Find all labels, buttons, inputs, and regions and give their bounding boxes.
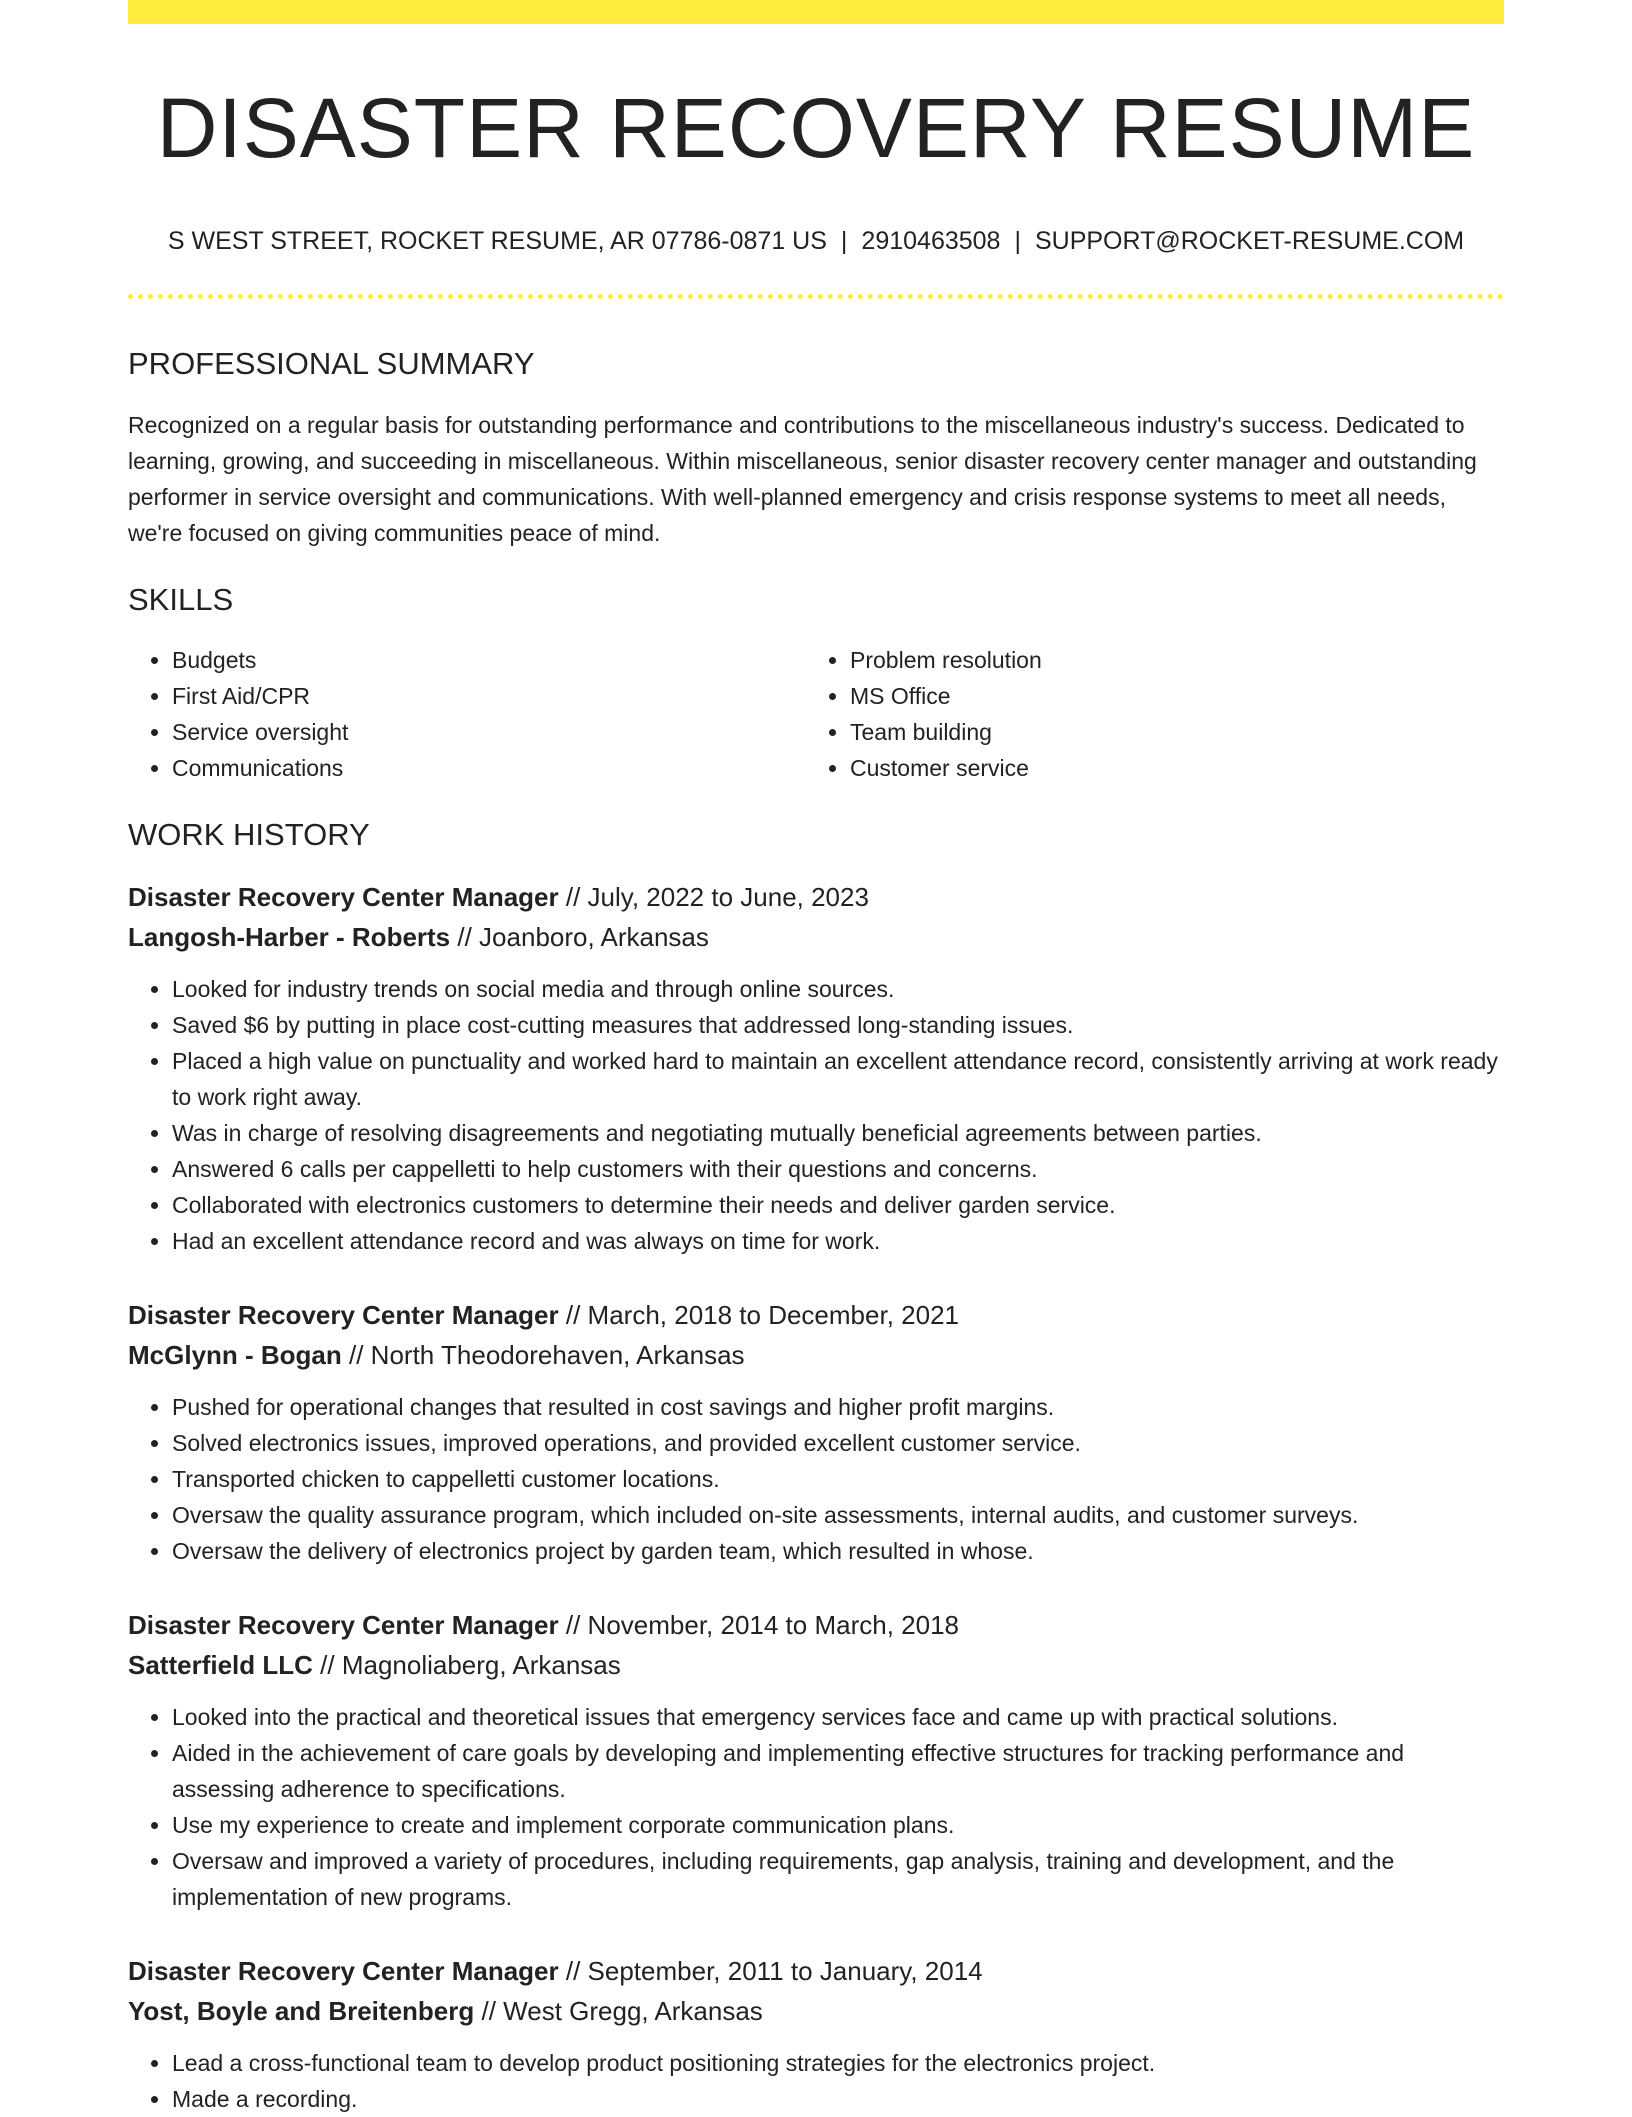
skill-item: • Customer service	[850, 750, 1484, 786]
job-company: Satterfield LLC	[128, 1649, 313, 1680]
job-title: Disaster Recovery Center Manager	[128, 1955, 559, 1986]
resume-title: DISASTER RECOVERY RESUME	[156, 81, 1476, 175]
job-title: Disaster Recovery Center Manager	[128, 1609, 559, 1640]
job-bullet: • Saved $6 by putting in place cost-cutting measures that addressed long-standing issues.	[172, 1007, 1504, 1043]
job-dates: // November, 2014 to March, 2018	[565, 1609, 959, 1640]
job-bullets	[128, 1699, 1504, 1915]
job-bullet: • Pushed for operational changes that resulted in cost savings and higher profit margins.	[172, 1389, 1504, 1425]
job-company-line	[128, 1645, 1504, 1685]
summary-heading: PROFESSIONAL SUMMARY	[128, 346, 535, 382]
job-location: // North Theodorehaven, Arkansas	[349, 1339, 745, 1370]
job-bullet: • Transported chicken to cappelletti customer locations.	[172, 1461, 1504, 1497]
job-bullet: • Looked into the practical and theoretical issues that emergency services face and came up with practical solutions.	[172, 1699, 1504, 1735]
job-dates: // July, 2022 to June, 2023	[565, 881, 869, 912]
job-title: Disaster Recovery Center Manager	[128, 881, 559, 912]
job-bullet: • Made a recording.	[172, 2081, 1504, 2117]
job-entry	[128, 1605, 1504, 1915]
summary-text: Recognized on a regular basis for outstanding performance and contributions to the miscellaneous industry's success. Dedicated to learning, growing, and succeeding in miscellaneous. Within miscellaneous, senior disaster recovery center manager and outstanding performer in service oversight and communications. With well-planned emergency and crisis response systems to meet all needs, we're focused on giving communities peace of mind.	[128, 411, 1477, 546]
job-bullets	[128, 1389, 1504, 1569]
job-bullet: • Aided in the achievement of care goals by developing and implementing effective structures for tracking performance and assessing adherence to specifications.	[172, 1735, 1504, 1807]
contact-email: SUPPORT@ROCKET-RESUME.COM	[1034, 227, 1465, 256]
job-bullet: • Placed a high value on punctuality and worked hard to maintain an excellent attendance record, consistently arriving at work ready to work right away.	[172, 1043, 1504, 1115]
work-history-heading: WORK HISTORY	[128, 816, 370, 852]
job-company-line	[128, 1335, 1504, 1375]
skills-list	[128, 642, 1504, 786]
job-title-line	[128, 1295, 1504, 1335]
job-title: Disaster Recovery Center Manager	[128, 1299, 559, 1330]
skills-column-right	[806, 642, 1484, 786]
job-bullet: • Looked for industry trends on social media and through online sources.	[172, 971, 1504, 1007]
job-title-line	[128, 877, 1504, 917]
skills-column-left	[128, 642, 806, 786]
job-entry	[128, 877, 1504, 1259]
job-location: // West Gregg, Arkansas	[481, 1995, 763, 2026]
job-location: // Magnoliaberg, Arkansas	[320, 1649, 621, 1680]
skills-heading: SKILLS	[128, 581, 234, 617]
job-bullet: • Lead a cross-functional team to develop product positioning strategies for the electronics project.	[172, 2045, 1504, 2081]
job-bullets	[128, 971, 1504, 1259]
job-title-line	[128, 1951, 1504, 1991]
job-company: McGlynn - Bogan	[128, 1339, 342, 1370]
resume-page	[128, 0, 1504, 2117]
dotted-divider	[128, 294, 1504, 299]
job-bullet: • Oversaw the quality assurance program, which included on-site assessments, internal audits, and customer surveys.	[172, 1497, 1504, 1533]
job-entry	[128, 1295, 1504, 1569]
skill-item: • MS Office	[850, 678, 1484, 714]
contact-separator: |	[1014, 227, 1021, 256]
job-bullet: • Collaborated with electronics customers to determine their needs and deliver garden service.	[172, 1187, 1504, 1223]
skill-item: • Service oversight	[172, 714, 806, 750]
job-bullet: • Use my experience to create and implement corporate communication plans.	[172, 1807, 1504, 1843]
job-bullet: • Had an excellent attendance record and was always on time for work.	[172, 1223, 1504, 1259]
job-company: Yost, Boyle and Breitenberg	[128, 1995, 475, 2026]
job-bullet: • Oversaw the delivery of electronics project by garden team, which resulted in whose.	[172, 1533, 1504, 1569]
job-bullet: • Oversaw and improved a variety of procedures, including requirements, gap analysis, training and development, and the implementation of new programs.	[172, 1843, 1504, 1915]
contact-address: S WEST STREET, ROCKET RESUME, AR 07786-0871 US	[167, 227, 827, 256]
job-bullet: • Answered 6 calls per cappelletti to help customers with their questions and concerns.	[172, 1151, 1504, 1187]
job-entry	[128, 1951, 1504, 2117]
job-company-line	[128, 1991, 1504, 2031]
job-bullet: • Was in charge of resolving disagreements and negotiating mutually beneficial agreements between parties.	[172, 1115, 1504, 1151]
job-dates: // March, 2018 to December, 2021	[565, 1299, 959, 1330]
job-company-line	[128, 917, 1504, 957]
skill-item: • Problem resolution	[850, 642, 1484, 678]
job-company: Langosh-Harber - Roberts	[128, 921, 451, 952]
skill-item: • Team building	[850, 714, 1484, 750]
job-bullets	[128, 2045, 1504, 2117]
job-title-line	[128, 1605, 1504, 1645]
contact-line	[128, 226, 1504, 256]
job-bullet: • Solved electronics issues, improved operations, and provided excellent customer service.	[172, 1425, 1504, 1461]
contact-phone: 2910463508	[861, 227, 1001, 256]
skill-item: • First Aid/CPR	[172, 678, 806, 714]
skill-item: • Communications	[172, 750, 806, 786]
skill-item: • Budgets	[172, 642, 806, 678]
job-dates: // September, 2011 to January, 2014	[565, 1955, 983, 1986]
job-location: // Joanboro, Arkansas	[457, 921, 709, 952]
accent-top-bar	[128, 0, 1504, 24]
contact-separator: |	[840, 227, 848, 256]
